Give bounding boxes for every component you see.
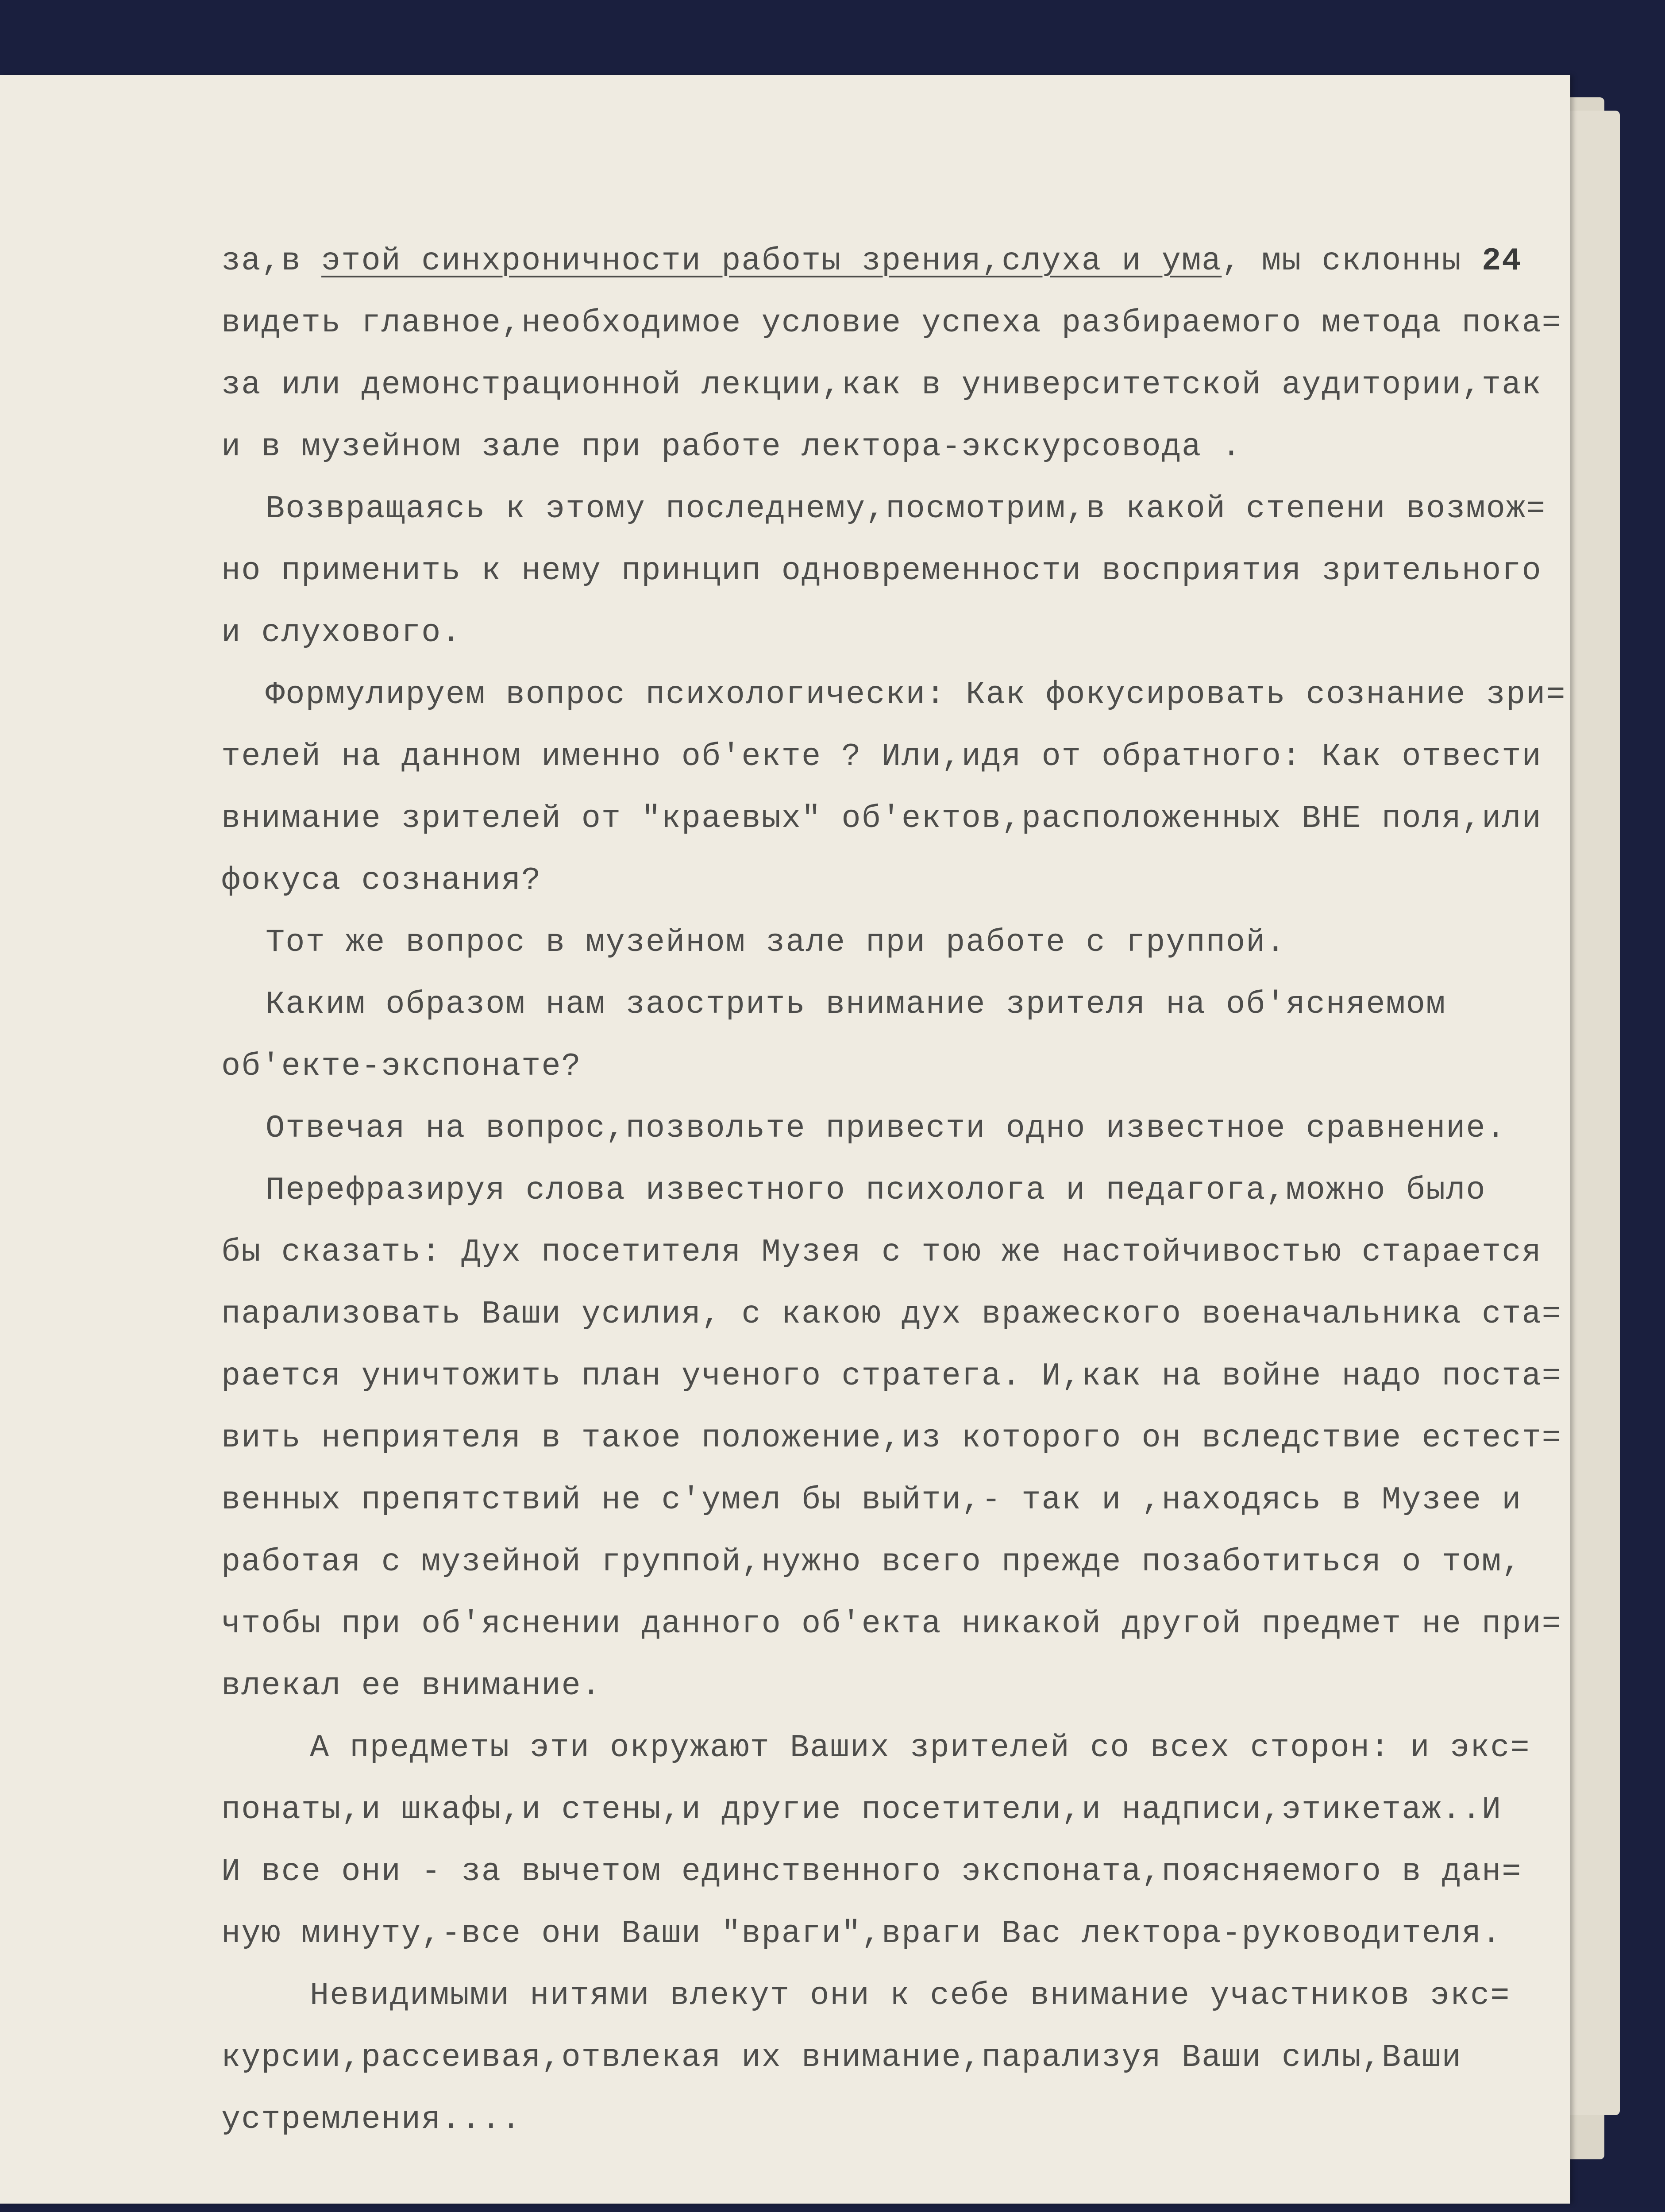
text-line: фокуса сознания? xyxy=(221,862,542,899)
text-line: Тот же вопрос в музейном зале при работе с группой. xyxy=(266,924,1286,961)
underlined-phrase: этой синхроничности работы зрения,слуха и ума xyxy=(321,243,1222,279)
text-line: внимание зрителей от "краевых" об'ектов,расположенных ВНЕ поля,или xyxy=(221,800,1542,837)
text-line: видеть главное,необходимое условие успеха разбираемого метода пока= xyxy=(221,305,1562,341)
text-line: за,в этой синхроничности работы зрения,слуха и ума, мы склонны 24 xyxy=(221,243,1522,279)
text-line: но применить к нему принцип одновременности восприятия зрительного xyxy=(221,553,1542,589)
text-line: Перефразируя слова известного психолога и педагога,можно было xyxy=(266,1172,1486,1208)
text-line: за или демонстрационной лекции,как в университетской аудитории,так xyxy=(221,367,1542,403)
text-line: Невидимыми нитями влекут они к себе внимание участников экс= xyxy=(310,1977,1511,2014)
text-line: и слухового. xyxy=(221,615,462,651)
text-line: венных препятствий не с'умел бы выйти,- так и ,находясь в Музее и xyxy=(221,1482,1522,1518)
text-line: бы сказать: Дух посетителя Музея с тою же настойчивостью старается xyxy=(221,1234,1542,1270)
text-line: Возвращаясь к этому последнему,посмотрим,в какой степени возмож= xyxy=(266,491,1546,527)
text-line: рается уничтожить план ученого стратега. И,как на войне надо поста= xyxy=(221,1358,1562,1394)
text-line: об'екте-экспонате? xyxy=(221,1048,582,1085)
text-line: И все они - за вычетом единственного экспоната,поясняемого в дан= xyxy=(221,1854,1522,1890)
text-line: Отвечая на вопрос,позвольте привести одно известное сравнение. xyxy=(266,1110,1506,1146)
document-page xyxy=(0,75,1570,2204)
text-line: курсии,рассеивая,отвлекая их внимание,парализуя Ваши силы,Ваши xyxy=(221,2039,1462,2076)
text-line: А предметы эти окружают Ваших зрителей со всех сторон: и экс= xyxy=(310,1730,1530,1766)
text-line: Формулируем вопрос психологически: Как фокусировать сознание зри= xyxy=(266,677,1566,713)
text-line: парализовать Ваши усилия, с какою дух вражеского военачальника ста= xyxy=(221,1296,1562,1332)
text-line: Каким образом нам заострить внимание зрителя на об'ясняемом xyxy=(266,986,1446,1023)
page-number: 24 xyxy=(1482,243,1522,279)
text-line: чтобы при об'яснении данного об'екта никакой другой предмет не при= xyxy=(221,1606,1562,1642)
text-line: ную минуту,-все они Ваши "враги",враги Вас лектора-руководителя. xyxy=(221,1916,1502,1952)
text-line: устремления.... xyxy=(221,2101,522,2138)
text-line: телей на данном именно об'екте ? Или,идя от обратного: Как отвести xyxy=(221,739,1542,775)
typed-text xyxy=(221,230,1566,2150)
text-line: вить неприятеля в такое положение,из которого он вследствие естест= xyxy=(221,1420,1562,1456)
text-line: работая с музейной группой,нужно всего прежде позаботиться о том, xyxy=(221,1544,1522,1580)
text-line: влекал ее внимание. xyxy=(221,1668,601,1704)
text-line: и в музейном зале при работе лектора-экскурсовода . xyxy=(221,429,1242,465)
text-line: понаты,и шкафы,и стены,и другие посетители,и надписи,этикетаж..И xyxy=(221,1792,1502,1828)
